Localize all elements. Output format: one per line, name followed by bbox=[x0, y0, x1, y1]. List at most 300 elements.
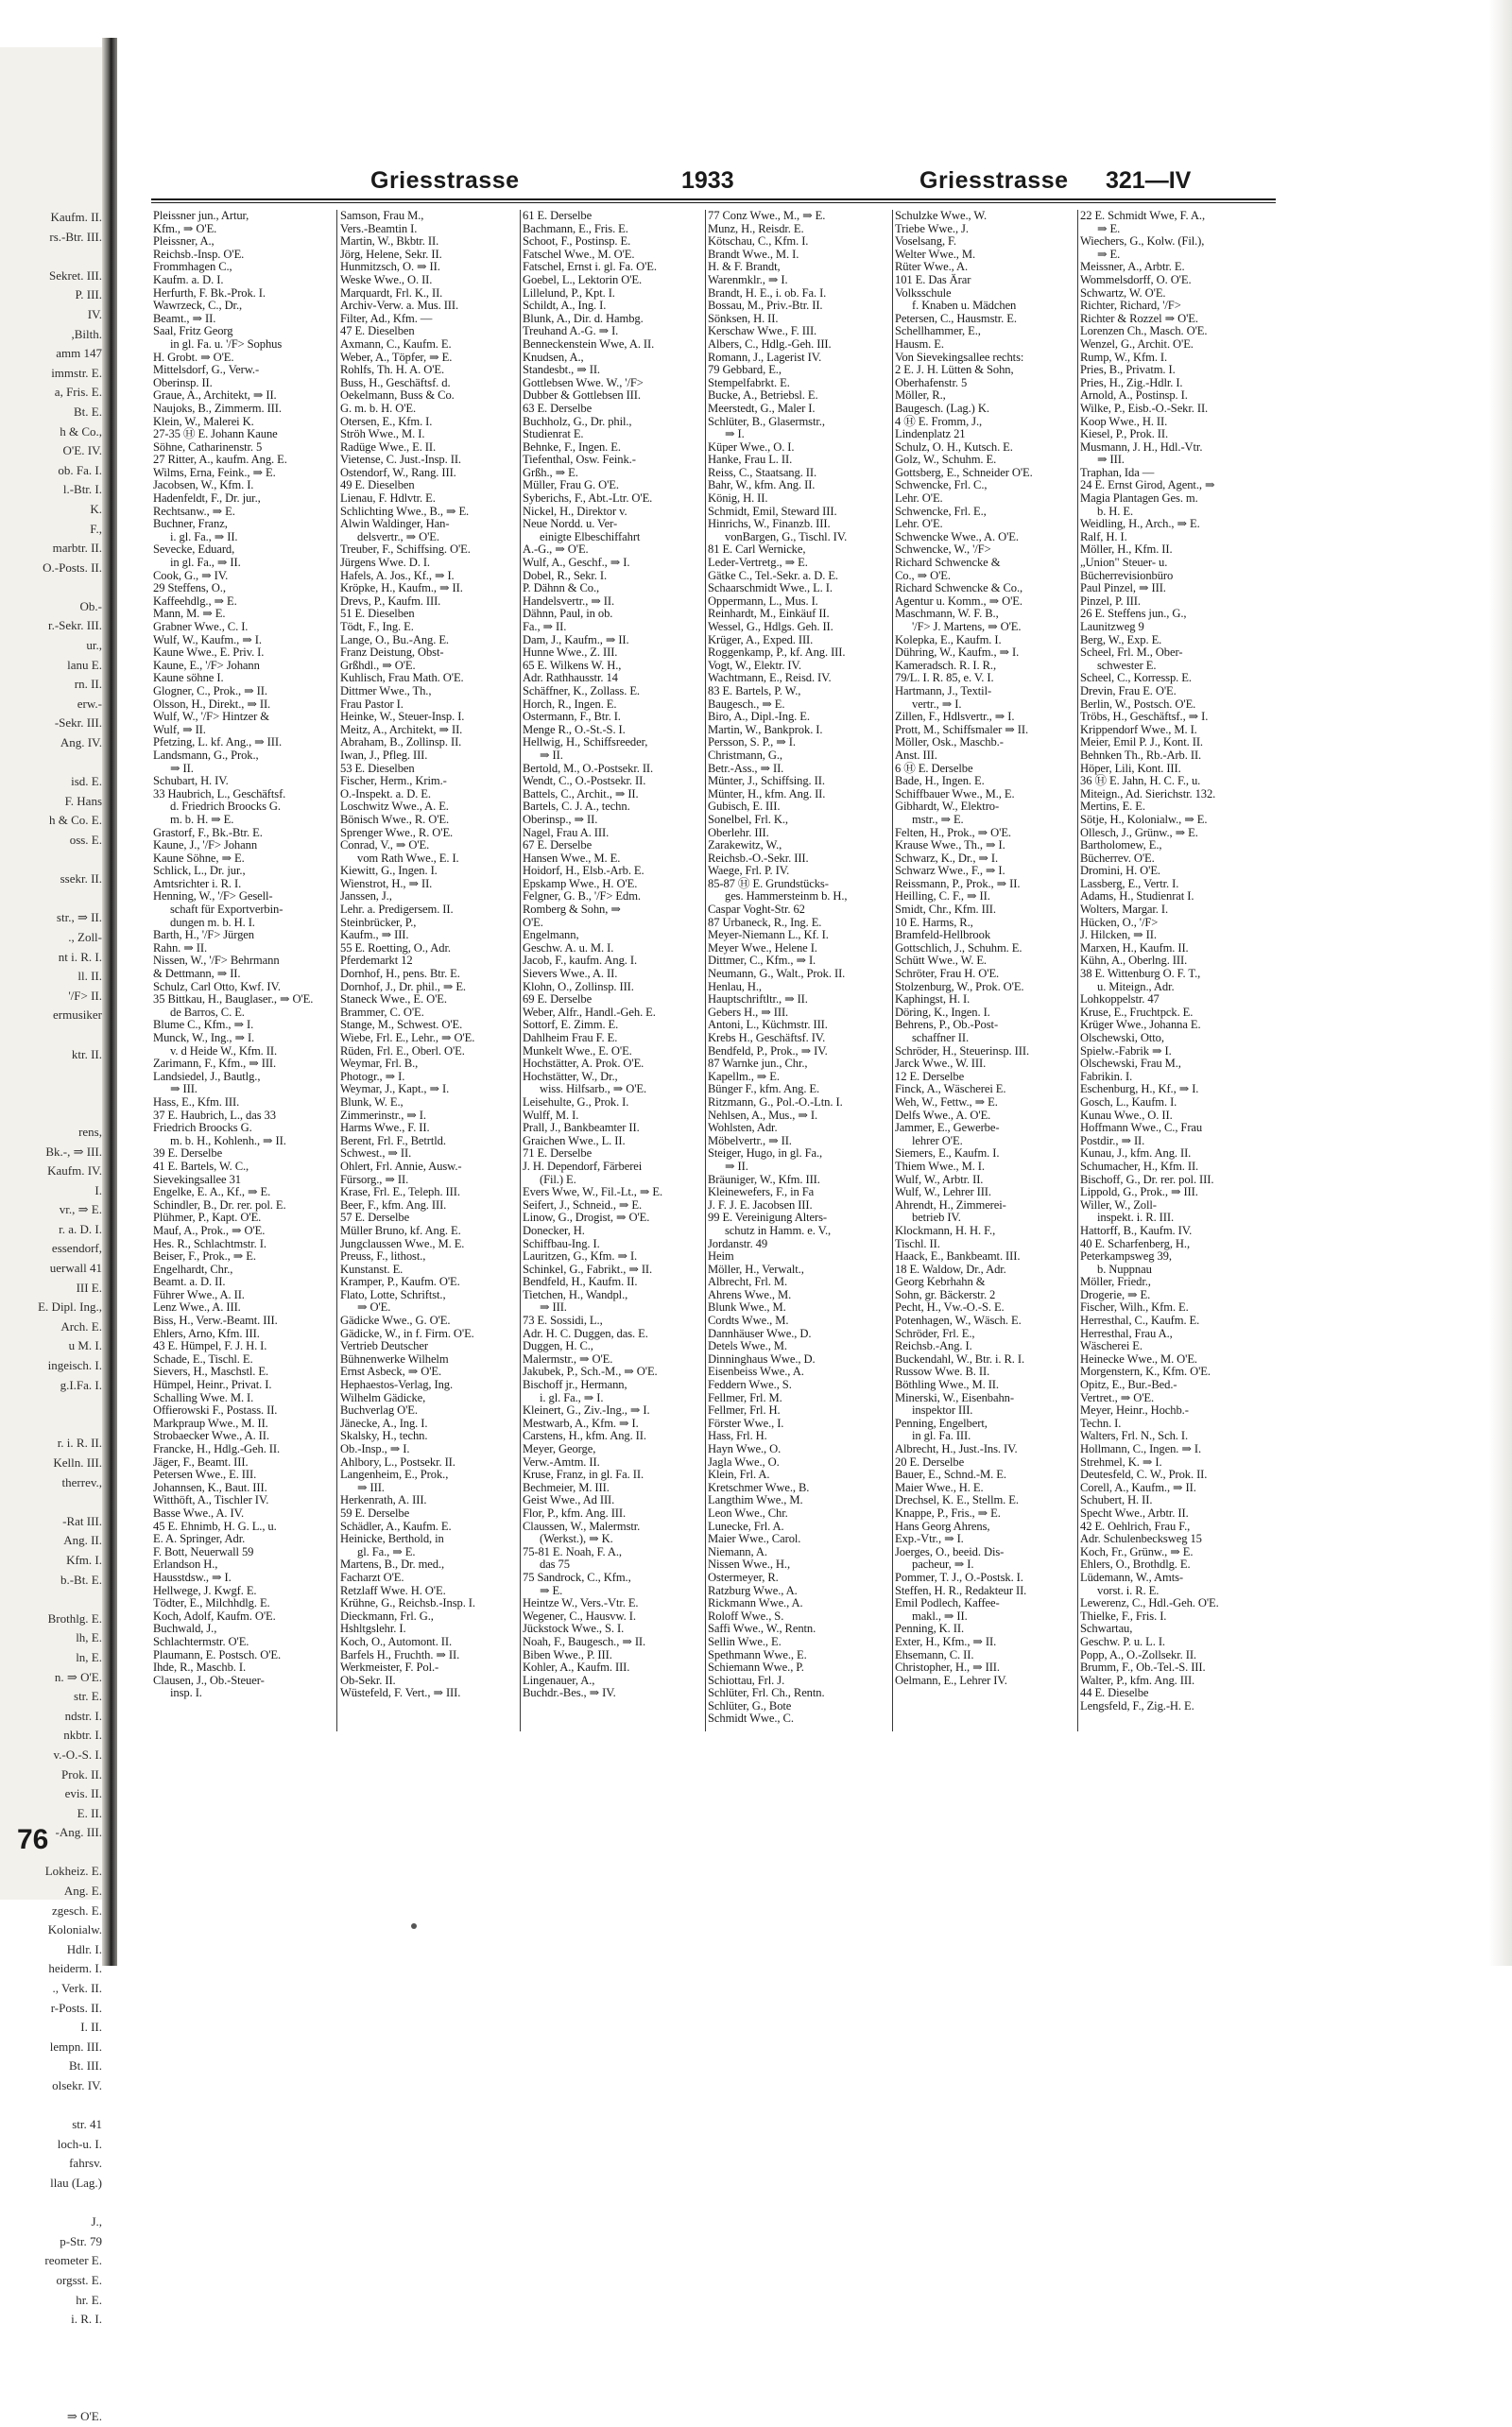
directory-line: Marquardt, Frl. K., II. bbox=[340, 285, 443, 300]
directory-line: Jacob, F., kaufm. Ang. I. bbox=[523, 954, 638, 968]
directory-line: Bischoff, G., Dr. rer. pol. III. bbox=[1080, 1172, 1214, 1186]
directory-line: Henlau, H., bbox=[708, 979, 762, 993]
directory-line: Oberhafenstr. 5 bbox=[895, 375, 968, 389]
directory-line: Barth, H., '/F> Jürgen bbox=[153, 928, 254, 942]
left-page-line bbox=[0, 1590, 102, 1609]
left-page-line: orgsst. E. bbox=[56, 2272, 102, 2287]
directory-line: Berent, Frl. F., Betrtld. bbox=[340, 1133, 446, 1147]
directory-line: Jörg, Helene, Sekr. II. bbox=[340, 247, 442, 261]
directory-line: Schaarschmidt Wwe., L. I. bbox=[708, 581, 833, 595]
directory-line: Schiottau, Frl. J. bbox=[708, 1673, 785, 1687]
directory-line: Iwan, J., Pfleg. III. bbox=[340, 748, 428, 762]
directory-line: Grßh., ⇒ E. bbox=[523, 465, 578, 479]
directory-line: Koch, Adolf, Kaufm. O'E. bbox=[153, 1609, 276, 1623]
directory-line: Finck, A., Wäscherei E. bbox=[895, 1082, 1006, 1096]
directory-line: Rahn. ⇒ II. bbox=[153, 940, 208, 955]
directory-line: Petersen, C., Hausmstr. E. bbox=[895, 311, 1017, 325]
left-page-line bbox=[0, 247, 102, 267]
directory-line: Schade, E., Tischl. E. bbox=[153, 1351, 253, 1366]
directory-line: in gl. Fa. III. bbox=[912, 1429, 971, 1443]
directory-line: Schmidt, Emil, Steward III. bbox=[708, 504, 837, 518]
directory-line: Waege, Frl. P. IV. bbox=[708, 864, 790, 878]
directory-line: Ostendorf, W., Rang. III. bbox=[340, 465, 456, 479]
directory-line: 38 E. Wittenburg O. F. T., bbox=[1080, 967, 1201, 981]
directory-line: Walter, P., kfm. Ang. III. bbox=[1080, 1673, 1195, 1687]
directory-line: Klohn, O., Zollinsp. III. bbox=[523, 979, 634, 993]
directory-line: Wilms, Erna, Feink., ⇒ E. bbox=[153, 465, 276, 479]
directory-line: Buchdr.-Bes., ⇒ IV. bbox=[523, 1686, 616, 1700]
directory-line: Volksschule bbox=[895, 285, 952, 300]
directory-line: Beiser, F., Prok., ⇒ E. bbox=[153, 1249, 256, 1264]
left-page-line: ⇒ O'E. bbox=[66, 2409, 102, 2424]
left-page-line: Hdlr. I. bbox=[66, 1941, 102, 1956]
directory-line: Carstens, H., kfm. Ang. II. bbox=[523, 1429, 646, 1443]
left-page-line: olsekr. IV. bbox=[52, 2078, 102, 2092]
left-page-line bbox=[0, 1415, 102, 1435]
directory-line: Fabrikin. I. bbox=[1080, 1069, 1133, 1083]
directory-line: Martens, B., Dr. med., bbox=[340, 1558, 445, 1572]
directory-line: J. Hilcken, ⇒ II. bbox=[1080, 928, 1157, 942]
directory-line: Morgenstern, K., Kfm. O'E. bbox=[1080, 1365, 1211, 1379]
directory-line: Hass, E., Kfm. III. bbox=[153, 1094, 240, 1109]
directory-line: Graue, A., Architekt, ⇒ II. bbox=[153, 388, 277, 403]
directory-line: Engelke, E. A., Kf., ⇒ E. bbox=[153, 1185, 271, 1199]
directory-line: Jäger, F., Beamt. III. bbox=[153, 1454, 249, 1469]
directory-line: Schäffner, K., Zollass. E. bbox=[523, 683, 640, 697]
left-page-line: '/F> II. bbox=[68, 988, 102, 1003]
directory-line: Gosch, L., Kaufm. I. bbox=[1080, 1094, 1177, 1109]
directory-line: 51 E. Dieselben bbox=[340, 607, 415, 621]
directory-line: Meyer Wwe., Helene I. bbox=[708, 940, 817, 955]
directory-line: Markpraup Wwe., M. II. bbox=[153, 1416, 268, 1430]
directory-line: vorst. i. R. E. bbox=[1097, 1583, 1160, 1597]
directory-line: Schiffbau-Ing. I. bbox=[523, 1236, 600, 1250]
left-page-line: K. bbox=[90, 501, 102, 516]
directory-line: Handelsvertr., ⇒ II. bbox=[523, 594, 615, 608]
directory-line: „Union" Steuer- u. bbox=[1080, 556, 1168, 570]
left-page-line bbox=[0, 2194, 102, 2213]
left-page-line: O'E. IV. bbox=[62, 443, 102, 458]
directory-line: d. Friedrich Broocks G. bbox=[170, 800, 281, 814]
directory-line: Rump, W., Kfm. I. bbox=[1080, 350, 1168, 364]
directory-line: schaffner II. bbox=[912, 1031, 970, 1044]
directory-line: 73 E. Sossidi, L., bbox=[523, 1314, 603, 1328]
header-rule-top bbox=[151, 198, 1276, 200]
directory-line: Triebe Wwe., J. bbox=[895, 221, 969, 235]
directory-line: A.-G., ⇒ O'E. bbox=[523, 542, 589, 557]
directory-line: Wegener, C., Hausvw. I. bbox=[523, 1609, 636, 1623]
directory-line: Jammer, E., Gewerbe- bbox=[895, 1121, 1000, 1135]
directory-line: Tietchen, H., Wandpl., bbox=[523, 1287, 628, 1301]
directory-line: ges. Hammersteinm b. H., bbox=[725, 889, 848, 904]
directory-line: Prall, J., Bankbeamter II. bbox=[523, 1121, 640, 1135]
left-page-line: heiderm. I. bbox=[48, 1961, 102, 1976]
directory-line: Verw.-Amtm. II. bbox=[523, 1454, 600, 1469]
directory-line: Corell, A., Kaufm., ⇒ II. bbox=[1080, 1480, 1196, 1494]
directory-line: Barfels H., Fruchth. ⇒ II. bbox=[340, 1647, 460, 1661]
directory-line: 47 E. Dieselben bbox=[340, 324, 415, 338]
directory-line: 40 E. Scharfenberg, H., bbox=[1080, 1236, 1191, 1250]
directory-line: 42 E. Oehlrich, Frau F., bbox=[1080, 1519, 1191, 1533]
directory-line: Schalling Wwe. M. I. bbox=[153, 1390, 254, 1404]
directory-line: Blume C., Kfm., ⇒ I. bbox=[153, 1018, 254, 1032]
directory-line: Kameradsch. R. I. R., bbox=[895, 658, 997, 672]
directory-line: schwester E. bbox=[1097, 658, 1157, 672]
directory-line: 101 E. Das Ärar bbox=[895, 272, 971, 286]
directory-line: Dromini, H. O'E. bbox=[1080, 864, 1160, 878]
directory-line: Tröbs, H., Geschäftsf., ⇒ I. bbox=[1080, 710, 1209, 724]
left-page-line: uerwall 41 bbox=[49, 1261, 102, 1276]
left-page-number: 76 bbox=[17, 1824, 49, 1855]
directory-line: Oelmann, E., Lehrer IV. bbox=[895, 1673, 1007, 1687]
directory-line: Buchwald, J., bbox=[153, 1622, 217, 1636]
directory-line: Reichsb.-Insp. O'E. bbox=[153, 247, 245, 261]
directory-line: Gottlebsen Wwe. W., '/F> bbox=[523, 375, 644, 389]
directory-line: J. F. J. E. Jacobsen III. bbox=[708, 1197, 813, 1212]
directory-line: Ströh Wwe., M. I. bbox=[340, 427, 425, 441]
directory-line: Warenmklr., ⇒ I. bbox=[708, 272, 788, 286]
left-page-line bbox=[0, 1492, 102, 1512]
left-page-line: Bt. III. bbox=[68, 2058, 102, 2074]
directory-line: Dubber & Gottlebsen III. bbox=[523, 388, 641, 403]
directory-line: Wulf, A., Geschf., ⇒ I. bbox=[523, 556, 630, 570]
directory-line: Nehlsen, A., Mus., ⇒ I. bbox=[708, 1108, 817, 1122]
directory-line: Spethmann Wwe., E. bbox=[708, 1647, 807, 1661]
left-page-line: i. R. I. bbox=[71, 2312, 102, 2327]
directory-line: G. m. b. H. O'E. bbox=[340, 401, 417, 415]
directory-line: Möller, R., bbox=[895, 388, 946, 403]
directory-line: pacheur, ⇒ I. bbox=[912, 1558, 974, 1572]
directory-line: Dittmer Wwe., Th., bbox=[340, 683, 432, 697]
directory-line: Meier, Emil P. J., Kont. II. bbox=[1080, 735, 1203, 749]
left-page-line: amm 147 bbox=[56, 346, 102, 361]
directory-line: Schädler, A., Kaufm. E. bbox=[340, 1519, 452, 1533]
directory-line: Tödt, F., Ing. E. bbox=[340, 620, 414, 633]
directory-line: Drevin, Frau E. O'E. bbox=[1080, 683, 1177, 697]
directory-line: Bischoff jr., Hermann, bbox=[523, 1378, 627, 1392]
directory-line: Gubisch, E. III. bbox=[708, 800, 781, 814]
directory-line: Pommer, T. J., O.-Postsk. I. bbox=[895, 1570, 1023, 1584]
directory-line: Hans Georg Ahrens, bbox=[895, 1519, 990, 1533]
directory-line: Exter, H., Kfm., ⇒ II. bbox=[895, 1634, 997, 1648]
directory-line: schaft für Exportverbin- bbox=[170, 903, 284, 917]
directory-line: Bauer, E., Schnd.-M. E. bbox=[895, 1468, 1006, 1482]
directory-line: ⇒ III. bbox=[1097, 453, 1125, 467]
left-page-text bbox=[0, 208, 102, 2427]
column-5 bbox=[895, 210, 1074, 1722]
directory-line: Kühn, A., Oberlng. III. bbox=[1080, 954, 1188, 968]
print-dot bbox=[411, 1923, 417, 1929]
directory-line: Wenzel, G., Archit. O'E. bbox=[1080, 336, 1194, 351]
directory-line: Fürsorg., ⇒ II. bbox=[340, 1172, 409, 1186]
directory-line: Reichsb.-Ang. I. bbox=[895, 1339, 972, 1353]
directory-line: Weber, Alfr., Handl.-Geh. E. bbox=[523, 1005, 656, 1019]
directory-line: 75-81 E. Noah, F. A., bbox=[523, 1544, 622, 1558]
directory-line: Flato, Lotte, Schriftst., bbox=[340, 1287, 446, 1301]
directory-line: Schröter, Frau H. O'E. bbox=[895, 967, 1000, 981]
directory-line: Steiger, Hugo, in gl. Fa., bbox=[708, 1146, 823, 1161]
left-page-line: zgesch. E. bbox=[51, 1902, 102, 1918]
left-page-line: lanu E. bbox=[67, 657, 102, 672]
directory-line: Martin, W., Bankprok. I. bbox=[708, 722, 823, 736]
directory-line: Hass, Frl. H. bbox=[708, 1429, 767, 1443]
directory-line: 59 E. Derselbe bbox=[340, 1506, 410, 1520]
directory-line: in gl. Fa., ⇒ II. bbox=[170, 556, 241, 570]
directory-line: Möller, H., Kfm. II. bbox=[1080, 542, 1173, 557]
directory-line: ⇒ II. bbox=[725, 1159, 748, 1173]
left-page-line: h & Co. E. bbox=[49, 813, 102, 828]
directory-line: Bade, H., Ingen. E. bbox=[895, 774, 985, 788]
directory-line: Sötje, H., Kolonialw., ⇒ E. bbox=[1080, 812, 1208, 826]
directory-line: Smidt, Chr., Kfm. III. bbox=[895, 903, 996, 917]
directory-line: Exp.-Vtr., ⇒ I. bbox=[895, 1532, 964, 1546]
directory-line: Nissen, W., '/F> Behrmann bbox=[153, 954, 280, 968]
directory-line: gl. Fa., ⇒ E. bbox=[357, 1544, 416, 1558]
directory-line: Schwencke Wwe., A. O'E. bbox=[895, 529, 1019, 543]
directory-line: Bachmann, E., Fris. E. bbox=[523, 221, 628, 235]
directory-line: Ehlers, Arno, Kfm. III. bbox=[153, 1326, 260, 1340]
directory-line: Francke, H., Hdlg.-Geh. II. bbox=[153, 1442, 281, 1455]
directory-line: Albrecht, Frl. M. bbox=[708, 1275, 787, 1289]
directory-line: Kleinert, G., Ziv.-Ing., ⇒ I. bbox=[523, 1403, 650, 1418]
directory-line: Voselsang, F. bbox=[895, 234, 956, 249]
directory-line: Blunk Wwe., M. bbox=[708, 1300, 786, 1315]
directory-line: Krase, Frl. E., Teleph. III. bbox=[340, 1185, 460, 1199]
directory-line: Gätke C., Tel.-Sekr. a. D. E. bbox=[708, 568, 838, 582]
directory-line: Hunne Wwe., Z. III. bbox=[523, 645, 618, 660]
directory-line: Meyer, George, bbox=[523, 1442, 596, 1455]
left-page-line: ., Verk. II. bbox=[52, 1981, 102, 1996]
left-page-line: Brothlg. E. bbox=[47, 1610, 102, 1626]
directory-line: (Werkst.), ⇒ K. bbox=[540, 1532, 613, 1546]
directory-line: Möller, Osk., Maschb.- bbox=[895, 735, 1004, 749]
page-edge bbox=[1489, 0, 1512, 1966]
directory-line: Prott, M., Schiffsmaler ⇒ II. bbox=[895, 722, 1029, 736]
directory-line: Gebers H., ⇒ III. bbox=[708, 1005, 789, 1019]
left-page-line bbox=[0, 2388, 102, 2408]
directory-line: Müller, Frau G. O'E. bbox=[523, 478, 619, 492]
directory-line: Hausm. E. bbox=[895, 336, 944, 351]
directory-line: Welter Wwe., M. bbox=[895, 247, 976, 261]
directory-line: Ob-Sekr. II. bbox=[340, 1673, 396, 1687]
directory-line: 10 E. Harms, R., bbox=[895, 915, 973, 929]
directory-line: Betr.-Ass., ⇒ II. bbox=[708, 761, 784, 775]
directory-line: Schröder, H., Steuerinsp. III. bbox=[895, 1043, 1029, 1058]
directory-line: Schubert, H. II. bbox=[1080, 1493, 1153, 1507]
left-page-line: Prok. II. bbox=[61, 1766, 102, 1782]
directory-line: Harms Wwe., F. II. bbox=[340, 1121, 430, 1135]
directory-line: 18 E. Waldow, Dr., Adr. bbox=[895, 1262, 1006, 1276]
directory-line: Frommhagen C., bbox=[153, 260, 232, 274]
directory-line: Kaune Söhne, ⇒ E. bbox=[153, 851, 245, 865]
left-page-line: n. ⇒ O'E. bbox=[54, 1669, 102, 1684]
directory-line: 55 E. Roetting, O., Adr. bbox=[340, 940, 451, 955]
left-page-line: Sekret. III. bbox=[49, 267, 102, 283]
directory-line: 41 E. Bartels, W. C., bbox=[153, 1159, 249, 1173]
directory-line: Brandt, H. E., i. ob. Fa. I. bbox=[708, 285, 827, 300]
directory-line: Schwencke, Frl. E., bbox=[895, 504, 987, 518]
directory-line: Wäscherei E. bbox=[1080, 1339, 1143, 1353]
directory-line: Bertold, M., O.-Postsekr. II. bbox=[523, 761, 654, 775]
directory-line: Schumacher, H., Kfm. II. bbox=[1080, 1159, 1199, 1173]
directory-line: Cook, G., ⇒ IV. bbox=[153, 568, 229, 582]
left-page-line bbox=[0, 1064, 102, 1084]
directory-line: Förster Wwe., I. bbox=[708, 1416, 784, 1430]
directory-line: Gädicke, W., in f. Firm. O'E. bbox=[340, 1326, 474, 1340]
directory-line: Oekelmann, Buss & Co. bbox=[340, 388, 455, 403]
directory-line: Haack, E., Bankbeamt. III. bbox=[895, 1249, 1021, 1264]
left-page-line: Lokheiz. E. bbox=[44, 1864, 102, 1879]
street-title-left: Griesstrasse bbox=[370, 167, 520, 194]
directory-line: Pferdemarkt 12 bbox=[340, 954, 413, 968]
directory-line: f. Knaben u. Mädchen bbox=[912, 299, 1017, 313]
left-page-line: v.-O.-S. I. bbox=[53, 1747, 102, 1762]
directory-line: Lauritzen, G., Kfm. ⇒ I. bbox=[523, 1249, 638, 1264]
directory-line: Paul Pinzel, ⇒ III. bbox=[1080, 581, 1166, 595]
left-page-line: r-Posts. II. bbox=[50, 2000, 102, 2015]
header-rule-bottom bbox=[151, 202, 1276, 203]
directory-line: Schlüter, Frl. Ch., Rentn. bbox=[708, 1686, 825, 1700]
directory-line: Gibhardt, W., Elektro- bbox=[895, 800, 1000, 814]
directory-line: Filter, Ad., Kfm. — bbox=[340, 311, 433, 325]
directory-line: Langthim Wwe., M. bbox=[708, 1493, 803, 1507]
directory-line: ⇒ E. bbox=[1097, 221, 1121, 235]
directory-line: Kuhlisch, Frau Math. O'E. bbox=[340, 671, 464, 685]
left-page-line bbox=[0, 1025, 102, 1045]
directory-line: Wendt, C., O.-Postsekr. II. bbox=[523, 774, 646, 788]
left-page-line: erw.- bbox=[77, 696, 102, 711]
directory-line: Feddern Wwe., S. bbox=[708, 1378, 792, 1392]
directory-line: Dühring, W., Kaufm., ⇒ I. bbox=[895, 645, 1020, 660]
directory-line: Adr. Schulenbecksweg 15 bbox=[1080, 1532, 1202, 1546]
directory-line: Hanke, Frau L. II. bbox=[708, 453, 793, 467]
directory-line: Höper, Lili, Kont. III. bbox=[1080, 761, 1181, 775]
directory-line: vom Rath Wwe., E. I. bbox=[357, 851, 459, 865]
left-page-line bbox=[0, 1395, 102, 1415]
directory-line: Thiem Wwe., M. I. bbox=[895, 1159, 985, 1173]
directory-line: Amtsrichter i. R. I. bbox=[153, 876, 242, 890]
directory-line: 35 Bittkau, H., Bauglaser., ⇒ O'E. bbox=[153, 992, 314, 1007]
directory-line: Kaune Wwe., E. Priv. I. bbox=[153, 645, 265, 660]
directory-line: Neue Nordd. u. Ver- bbox=[523, 517, 618, 531]
left-page-line: ktr. II. bbox=[71, 1046, 102, 1061]
column-divider bbox=[520, 210, 521, 1731]
directory-line: Jückstock Wwe., S. I. bbox=[523, 1622, 625, 1636]
left-page-line: J., bbox=[91, 2214, 102, 2229]
directory-line: Sievekingsallee 31 bbox=[153, 1172, 241, 1186]
directory-line: Schütt Wwe., W. E. bbox=[895, 954, 987, 968]
left-page-line: Bk.-, ⇒ III. bbox=[45, 1144, 102, 1159]
directory-line: Schildt, A., Ing. I. bbox=[523, 299, 607, 313]
directory-line: Rüter Wwe., A. bbox=[895, 260, 969, 274]
directory-line: Scheel, C., Korressp. E. bbox=[1080, 671, 1192, 685]
directory-line: 65 E. Wilkens W. H., bbox=[523, 658, 622, 672]
directory-line: Kfm., ⇒ O'E. bbox=[153, 221, 217, 235]
directory-line: Buchner, Franz, bbox=[153, 517, 228, 531]
directory-line: Fischer, Herm., Krim.- bbox=[340, 774, 447, 788]
directory-line: Schwest., ⇒ II. bbox=[340, 1146, 412, 1161]
directory-line: Jungclaussen Wwe., M. E. bbox=[340, 1236, 465, 1250]
directory-line: 69 E. Derselbe bbox=[523, 992, 593, 1007]
directory-line: Kretschmer Wwe., B. bbox=[708, 1480, 810, 1494]
directory-line: Koch, O., Automont. II. bbox=[340, 1634, 453, 1648]
directory-line: Rohlfs, Th. H. A. O'E. bbox=[340, 363, 445, 377]
left-page-line: Bt. E. bbox=[74, 404, 102, 419]
directory-line: Meitz, A., Architekt, ⇒ II. bbox=[340, 722, 463, 736]
directory-line: Witthöft, A., Tischler IV. bbox=[153, 1493, 269, 1507]
directory-line: Retzlaff Wwe. H. O'E. bbox=[340, 1583, 446, 1597]
directory-line: Magia Plantagen Ges. m. bbox=[1080, 491, 1198, 506]
directory-line: Beer, F., kfm. Ang. III. bbox=[340, 1197, 447, 1212]
directory-line: J. H. Dependorf, Färberei bbox=[523, 1159, 643, 1173]
directory-line: Detels Wwe., M. bbox=[708, 1339, 787, 1353]
directory-line: Maier Wwe., Carol. bbox=[708, 1532, 801, 1546]
directory-line: Blunk, A., Dir. d. Hambg. bbox=[523, 311, 644, 325]
directory-line: Pries, H., Zig.-Hdlr. I. bbox=[1080, 375, 1183, 389]
directory-line: 81 E. Carl Wernicke, bbox=[708, 542, 806, 557]
directory-line: Küper Wwe., O. I. bbox=[708, 439, 795, 454]
directory-line: 75 Sandrock, C., Kfm., bbox=[523, 1570, 631, 1584]
directory-line: Mauf, A., Prok., ⇒ O'E. bbox=[153, 1223, 266, 1237]
left-page-line: E. Dipl. Ing., bbox=[38, 1300, 102, 1315]
directory-line: Steffen, H. R., Redakteur II. bbox=[895, 1583, 1027, 1597]
directory-line: Photogr., ⇒ I. bbox=[340, 1069, 405, 1083]
directory-line: Popp, A., O.-Zollsekr. II. bbox=[1080, 1647, 1196, 1661]
directory-line: Penning, K. II. bbox=[895, 1622, 965, 1636]
directory-line: 79/L. I. R. 85, e. V. I. bbox=[895, 671, 994, 685]
directory-line: Söhne, Catharinenstr. 5 bbox=[153, 439, 263, 454]
directory-line: Berg, W., Exp. E. bbox=[1080, 632, 1162, 646]
left-page-line: III E. bbox=[76, 1280, 102, 1295]
directory-line: Flor, P., kfm. Ang. III. bbox=[523, 1506, 627, 1520]
left-page-line: lh, E. bbox=[76, 1630, 102, 1645]
directory-line: Wolters, Margar. I. bbox=[1080, 903, 1169, 917]
column-divider bbox=[892, 210, 893, 1731]
directory-line: Horch, R., Ingen. E. bbox=[523, 697, 617, 711]
directory-line: Sönksen, H. II. bbox=[708, 311, 779, 325]
directory-line: Ahrens Wwe., M. bbox=[708, 1287, 792, 1301]
directory-line: Johannsen, K., Baut. III. bbox=[153, 1480, 267, 1494]
directory-line: Blunk, W. E., bbox=[340, 1094, 404, 1109]
directory-line: Wulf, W., Lehrer III. bbox=[895, 1185, 991, 1199]
directory-line: Emil Podlech, Kaffee- bbox=[895, 1596, 1000, 1610]
directory-line: Jarck Wwe., W. III. bbox=[895, 1057, 987, 1071]
directory-line: Alwin Waldinger, Han- bbox=[340, 517, 450, 531]
directory-line: schutz in Hamm. e. V., bbox=[725, 1223, 832, 1237]
directory-line: Schiffbauer Wwe., M., E. bbox=[895, 786, 1015, 800]
directory-line: 77 Conz Wwe., M., ⇒ E. bbox=[708, 209, 826, 222]
directory-line: Hartmann, J., Textil- bbox=[895, 683, 992, 697]
directory-line: Zarakewitz, W., bbox=[708, 838, 782, 852]
directory-line: Treuhand A.-G. ⇒ I. bbox=[523, 324, 619, 338]
directory-line: Biro, A., Dipl.-Ing. E. bbox=[708, 710, 810, 724]
directory-line: Beamt. a. D. II. bbox=[153, 1275, 226, 1289]
directory-line: 57 E. Derselbe bbox=[340, 1211, 410, 1225]
directory-line: Noah, F., Baugesch., ⇒ II. bbox=[523, 1634, 646, 1648]
directory-line: Buchholz, G., Dr. phil., bbox=[523, 414, 632, 428]
directory-line: Behnken Th., Rb.-Arb. II. bbox=[1080, 748, 1202, 762]
left-page-line: -Ang. III. bbox=[55, 1825, 102, 1840]
directory-line: Wiebe, Frl. E., Lehr., ⇒ O'E. bbox=[340, 1031, 475, 1044]
directory-line: Lange, O., Bu.-Ang. E. bbox=[340, 632, 449, 646]
directory-line: Lewerenz, C., Hdl.-Geh. O'E. bbox=[1080, 1596, 1219, 1610]
directory-line: Nickel, H., Direktor v. bbox=[523, 504, 627, 518]
directory-line: Christopher, H., ⇒ III. bbox=[895, 1661, 1000, 1675]
directory-line: Hoidorf, H., Elsb.-Arb. E. bbox=[523, 864, 644, 878]
directory-line: 12 E. Derselbe bbox=[895, 1069, 965, 1083]
directory-line: Fatschel, Ernst i. gl. Fa. O'E. bbox=[523, 260, 657, 274]
directory-line: Buss, H., Geschäftsf. d. bbox=[340, 375, 451, 389]
